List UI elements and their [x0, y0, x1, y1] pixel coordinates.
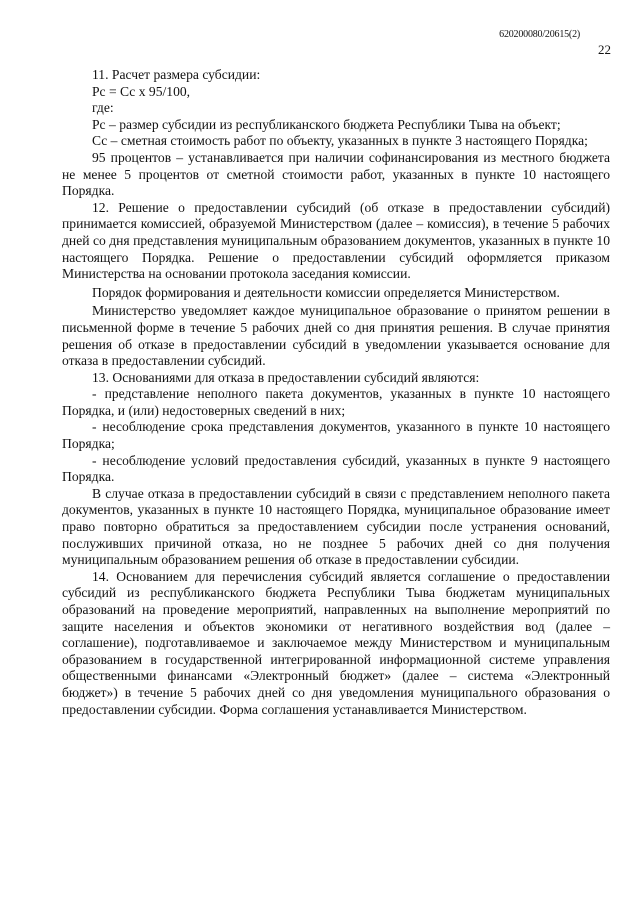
commission-procedure: Порядок формирования и деятельности комиссии определяется Министерством. [92, 284, 560, 300]
document-id: 620200080/20615(2) [499, 29, 580, 40]
document-body [62, 67, 610, 718]
definition-ss: Сс – сметная стоимость работ по объекту, указанных в пункте 3 настоящего Порядка; [92, 133, 588, 149]
refusal-reason-1: - представление неполного пакета документов, указанных в пункте 10 настоящего Порядка, и (или) недостоверных сведений в них; [62, 386, 610, 418]
formula: Рс = Сс х 95/100, [92, 83, 191, 99]
paragraph-11-heading: 11. Расчет размера субсидии: [92, 67, 261, 82]
paragraph-12: 12. Решение о предоставлении субсидий (об отказе в предоставлении субсидий) принимается комиссией, образуемой Министерством (далее – комиссия), в течение 5 рабочих дней со дня представления муниципальным образованием документов, указанных в пункте 10 настоящего Порядка. Решение о предоставлении субсидий оформляется приказом Министерства на основании протокола заседания комиссии. [62, 199, 610, 282]
notification-paragraph: Министерство уведомляет каждое муниципальное образование о принятом решении в письменной форме в течение 5 рабочих дней со дня принятия решения. В случае принятия решения об отказе в предоставлении субсидий в уведомлении указывается основание для отказа в предоставлении субсидий. [62, 303, 610, 369]
paragraph-14: 14. Основанием для перечисления субсидий является соглашение о предоставлении субсидий из республиканского бюджета Республики Тыва бюджетам муниципальных образований на проведение мероприятий, направленных на выполнение мероприятий по защите населения и объектов экономики от негативного воздействия вод (далее – соглашение), подготавливаемое и заключаемое между Министерством и муниципальным образованием в государственной интегрированной информационной системе управления общественными финансами «Электронный бюджет» (далее – система «Электронный бюджет») в течение 5 рабочих дней со дня уведомления муниципального образования о предоставлении субсидии. Форма соглашения устанавливается Министерством. [62, 568, 610, 717]
where-label: где: [92, 100, 114, 116]
page-number: 22 [598, 42, 611, 57]
refusal-resubmission: В случае отказа в предоставлении субсидий в связи с представлением неполного пакета документов, указанных в пункте 10 настоящего Порядка, муниципальное образование имеет право повторно обратиться за предоставлением субсидии после устранения оснований, послуживших причиной отказа, но не позднее 5 рабочих дней со дня получения муниципальным образованием решения об отказе в предоставлении субсидии. [62, 485, 610, 568]
refusal-reason-3: - несоблюдение условий предоставления субсидий, указанных в пункте 9 настоящего Порядка. [62, 452, 610, 485]
definition-95-percent: 95 процентов – устанавливается при наличии софинансирования из местного бюджета не менее 5 процентов от сметной стоимости работ, указанных в пункте 10 настоящего Порядка. [62, 149, 610, 199]
refusal-reason-2: - несоблюдение срока представления документов, указанного в пункте 10 настоящего Порядка; [62, 419, 610, 452]
definition-rs: Рс – размер субсидии из республиканского бюджета Республики Тыва на объект; [92, 116, 561, 132]
paragraph-13-heading: 13. Основаниями для отказа в предоставлении субсидий являются: [92, 369, 480, 385]
